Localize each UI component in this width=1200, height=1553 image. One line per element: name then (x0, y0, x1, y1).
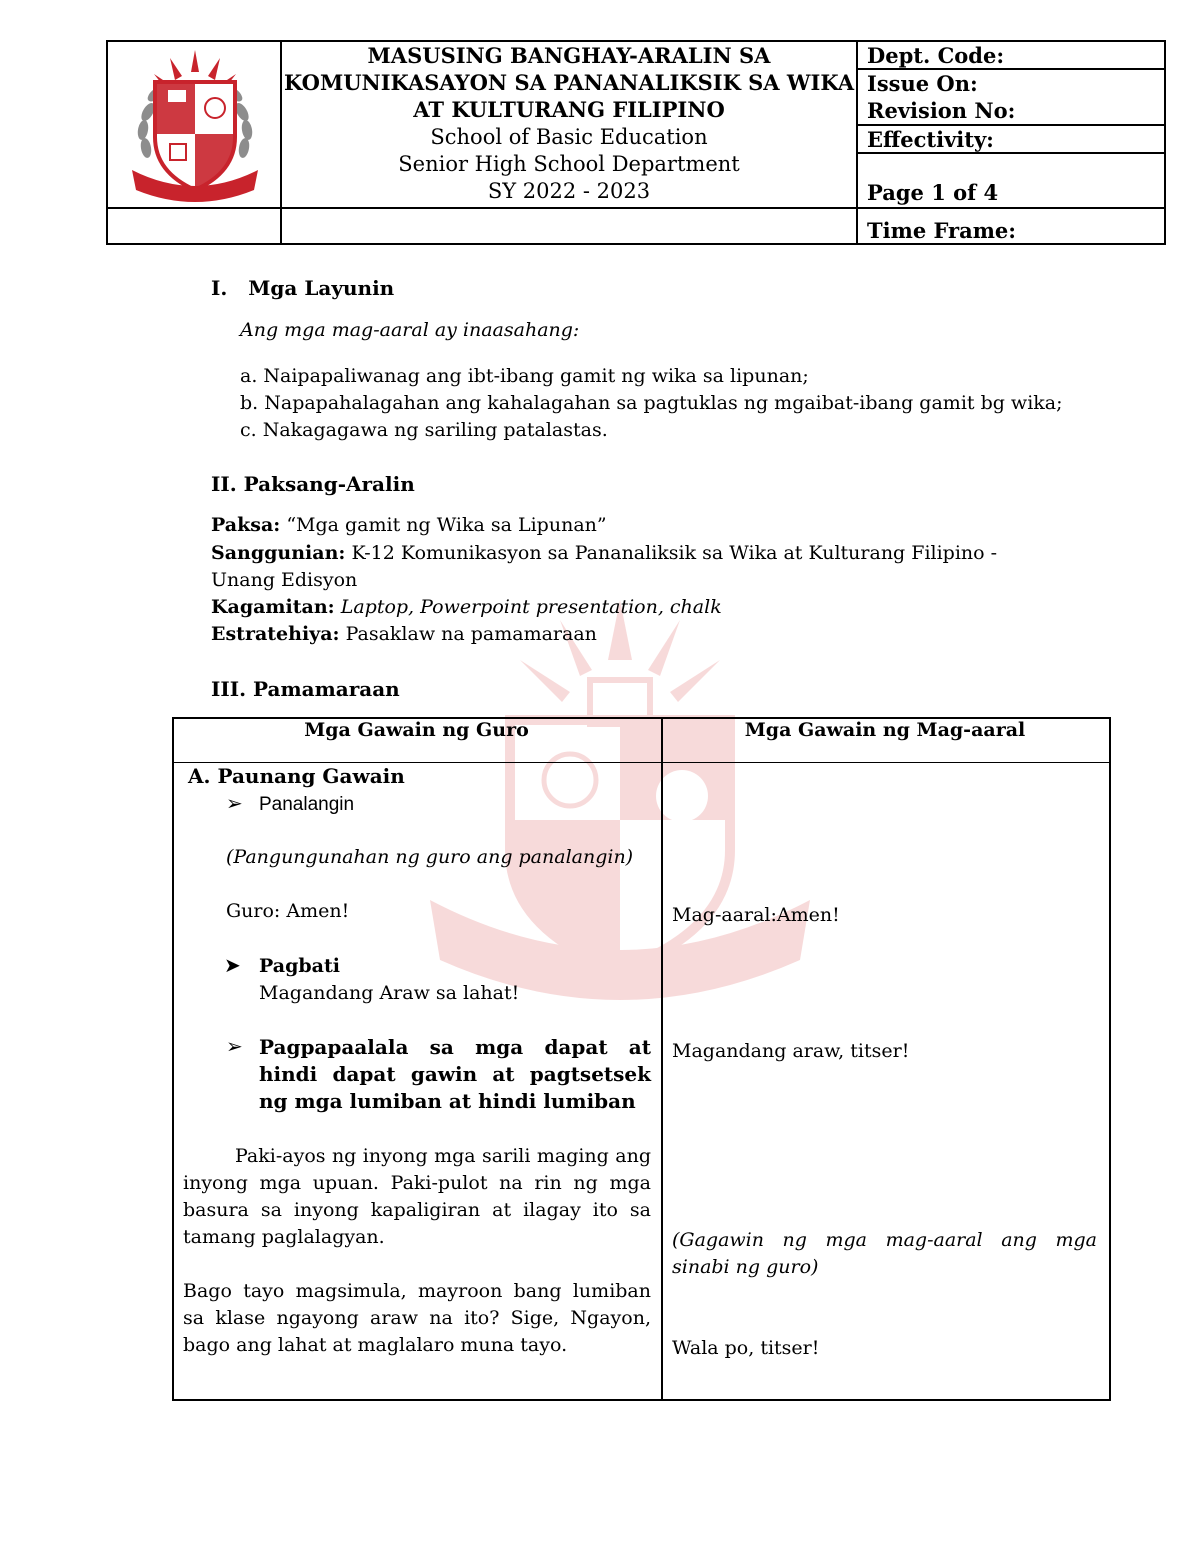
kagamitan-label: Kagamitan: (211, 596, 335, 618)
section-1-heading (211, 276, 394, 300)
kagamitan-line (211, 594, 722, 621)
title-line-3: AT KULTURANG FILIPINO (413, 97, 725, 122)
column-header-magaaral: Mga Gawain ng Mag-aaral (744, 719, 1026, 741)
bago-tayo-paragraph: Bago tayo magsimula, mayroon bang lumiban sa klase ngayong araw na ito? Sige, Ngayon, bago ang lahat at maglalaro muna tayo. (183, 1280, 651, 1356)
paksa-line (211, 512, 607, 539)
sanggunian-label: Sanggunian: (211, 542, 346, 564)
objective-a: a. Naipapaliwanag ang ibt-ibang gamit ng wika sa lipunan; (240, 365, 809, 387)
panalangin-item: Panalangin (259, 794, 355, 815)
student-gagawin: (Gagawin ng mga mag-aaral ang mga sinabi ng guro) (672, 1229, 1097, 1278)
school-name: School of Basic Education (430, 125, 708, 149)
page-number: Page 1 of 4 (867, 180, 999, 205)
objectives-intro: Ang mga mag-aaral ay inaasahang: (240, 319, 580, 341)
school-year: SY 2022 - 2023 (487, 179, 651, 203)
effectivity-label: Effectivity: (867, 127, 994, 152)
issue-on-label: Issue On: (867, 71, 978, 96)
estratehiya-label: Estratehiya: (211, 623, 340, 645)
arrow-bullet-icon: ➤ (224, 953, 241, 977)
estratehiya-value: Pasaklaw na pamamaraan (339, 623, 597, 645)
dept-code-label: Dept. Code: (867, 43, 1005, 68)
sanggunian-line (211, 540, 997, 567)
paksa-value: “Mga gamit ng Wika sa Lipunan” (280, 514, 607, 536)
paki-ayos-paragraph: Paki-ayos ng inyong mga sarili maging ang inyong mga upuan. Paki-pulot na rin ng mga basura sa inyong kapaligiran at ilagay ito sa tamang paglalagyan. (183, 1145, 651, 1248)
section-1-title: Mga Layunin (248, 276, 395, 300)
student-greeting: Magandang araw, titser! (672, 1040, 910, 1062)
revision-no-label: Revision No: (867, 98, 1016, 123)
time-frame-label: Time Frame: (867, 218, 1017, 243)
title-line-1: MASUSING BANGHAY-ARALIN SA (367, 43, 771, 68)
department-name: Senior High School Department (398, 152, 740, 176)
student-wala: Wala po, titser! (672, 1337, 820, 1359)
arrow-bullet-icon: ➢ (226, 791, 243, 815)
sub-a-heading: A. Paunang Gawain (188, 764, 405, 788)
sanggunian-value: K-12 Komunikasyon sa Pananaliksik sa Wika at Kulturang Filipino - (345, 542, 998, 564)
paksa-label: Paksa: (211, 514, 281, 536)
paalala-heading: Pagpapaalala sa mga dapat at hindi dapat gawin at pagtsetsek ng mga lumiban at hindi lumiban (259, 1035, 651, 1113)
objective-b: b. Napapahalagahan ang kahalagahan sa pagtuklas ng mgaibat-ibang gamit bg wika; (240, 392, 1063, 414)
arrow-bullet-icon: ➢ (226, 1034, 243, 1058)
column-header-guro: Mga Gawain ng Guro (304, 719, 529, 741)
panalangin-note: (Pangungunahan ng guro ang panalangin) (226, 846, 634, 868)
estratehiya-line (211, 621, 597, 648)
student-amen: Mag-aaral:Amen! (672, 904, 840, 926)
objective-c: c. Nakagagawa ng sariling patalastas. (240, 419, 608, 441)
kagamitan-value: Laptop, Powerpoint presentation, chalk (334, 596, 722, 618)
school-logo (110, 42, 280, 204)
pagbati-text: Magandang Araw sa lahat! (259, 982, 520, 1004)
document-title (282, 42, 856, 123)
guro-amen: Guro: Amen! (226, 900, 350, 922)
section-3-heading: III. Pamamaraan (211, 677, 400, 701)
section-2-heading: II. Paksang-Aralin (211, 472, 415, 496)
sanggunian-continued: Unang Edisyon (211, 569, 358, 591)
section-1-number: I. (211, 276, 228, 300)
title-line-2: KOMUNIKASAYON SA PANANALIKSIK SA WIKA (283, 70, 855, 95)
school-info (282, 124, 856, 205)
pagbati-heading: Pagbati (259, 955, 340, 977)
